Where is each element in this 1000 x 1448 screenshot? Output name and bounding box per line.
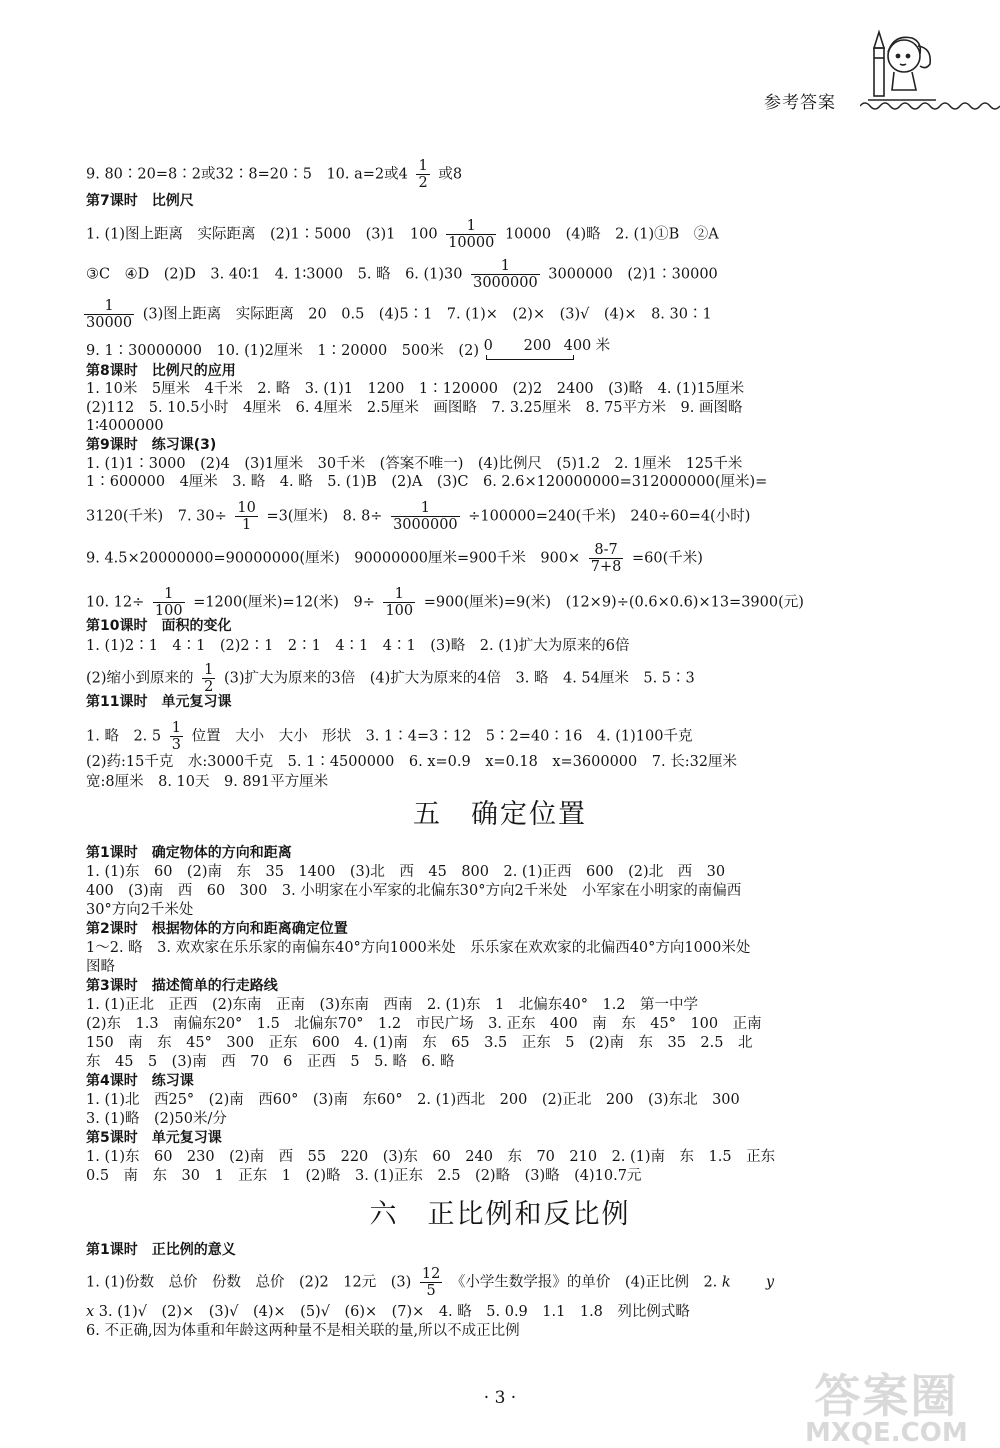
section-title: 五 确定位置 (413, 799, 587, 830)
numerator: 1 (84, 298, 134, 315)
answer-text: (2)缩小到原来的 (86, 670, 194, 687)
answer-text: 9. 1∶30000000 10. (1)2厘米 1∶20000 500米 (2) (86, 343, 479, 359)
denominator: 5 (426, 1283, 436, 1299)
header-wavy-line (860, 100, 1000, 112)
numerator: 8-7 (589, 542, 624, 559)
answer-line (86, 258, 718, 291)
fraction (471, 258, 540, 291)
scale-bar-label-200: 200 (523, 338, 552, 354)
numerator: 1 (471, 258, 540, 275)
answer-text: 3120(千米) 7. 30÷ (86, 508, 227, 525)
answer-text: 《小学生数学报》的单价 (4)正比例 2. (450, 1274, 722, 1291)
answer-line (86, 158, 462, 191)
lesson-heading: 第1课时 正比例的意义 (86, 1242, 236, 1258)
lesson-heading: 第4课时 练习课 (86, 1073, 194, 1089)
fraction (202, 662, 215, 695)
answer-line: 1. 10米 5厘米 4千米 2. 略 3. (1)1 1200 1∶120000 (2)2 2400 (3)略 4. (1)15厘米 (86, 381, 745, 397)
variable-k: k (721, 1274, 731, 1291)
lesson-heading: 第11课时 单元复习课 (86, 694, 232, 710)
answer-line: 3. (1)略 (2)50米/分 (86, 1111, 227, 1127)
denominator: 3 (171, 737, 181, 753)
watermark (805, 1369, 968, 1448)
denominator: 2 (418, 175, 428, 191)
answer-line: 1. (1)东 60 (2)南 东 35 1400 (3)北 西 45 800 2. (1)正西 600 (2)北 西 30 (86, 864, 726, 880)
section-title: 六 正比例和反比例 (369, 1199, 631, 1230)
denominator: 3000000 (393, 517, 458, 533)
denominator: 30000 (86, 315, 133, 331)
lesson-heading: 第8课时 比例尺的应用 (86, 363, 236, 379)
numerator: 1 (204, 662, 214, 678)
numerator: 1 (446, 218, 496, 235)
lesson-heading: 第7课时 比例尺 (86, 193, 194, 209)
answer-line (86, 720, 692, 753)
denominator: 100 (385, 603, 414, 619)
variable-x: x (86, 1304, 95, 1320)
answer-line: 400 (3)南 西 60 300 3. 小明家在小军家的北偏东30°方向2千米处 小军家在小明家的南偏西 (86, 883, 742, 899)
answer-line (84, 298, 712, 331)
answer-text: =60(千米) (632, 550, 703, 567)
denominator: 7+8 (590, 559, 622, 575)
denominator: 1 (241, 517, 252, 533)
fraction (235, 500, 257, 533)
answer-text: 9. 80∶20=8∶2或32∶8=20∶5 10. a=2或4 (86, 166, 408, 183)
fraction (383, 586, 415, 619)
lesson-heading: 第1课时 确定物体的方向和距离 (86, 845, 292, 861)
fraction (446, 218, 496, 251)
answer-text: 9. 4.5×20000000=90000000(厘米) 90000000厘米=900千米 900× (86, 550, 581, 567)
denominator: 100 (154, 603, 183, 619)
lesson-heading: 第2课时 根据物体的方向和距离确定位置 (86, 921, 348, 937)
scale-bar-line (486, 355, 574, 360)
fraction (589, 542, 624, 575)
numerator: 10 (237, 500, 256, 516)
scale-bar-label-0: 0 (483, 338, 493, 354)
cartoon-girl-pencil-illustration (860, 18, 940, 106)
answer-line: 0.5 南 东 30 1 正东 1 (2)略 3. (1)正东 2.5 (2)略 (3)略 (4)10.7元 (86, 1168, 642, 1184)
answer-text: 位置 大小 大小 形状 3. 1∶4=3∶12 5∶2=40∶16 4. (1)100千克 (191, 728, 693, 745)
answer-line: (2)药:15千克 水:3000千克 5. 1∶4500000 6. x=0.9 x=0.18 x=3600000 7. 长:32厘米 (86, 754, 738, 770)
answer-line: (2)112 5. 10.5小时 4厘米 6. 4厘米 2.5厘米 画图略 7. 3.25厘米 8. 75平方米 9. 画图略 (86, 400, 743, 416)
answer-text: 10000 (4)略 2. (1)①B ②A (504, 226, 719, 243)
answer-text: =1200(厘米)=12(米) 9÷ (193, 594, 375, 611)
variable-y: y (765, 1274, 775, 1291)
scale-bar (484, 340, 616, 362)
answer-text: ÷100000=240(千米) 240÷60=4(小时) (468, 508, 751, 525)
answer-text: ③C ④D (2)D 3. 40∶1 4. 1∶3000 5. 略 6. (1)30 (86, 266, 463, 283)
answer-line: 1. (1)正北 正西 (2)东南 正南 (3)东南 西南 2. (1)东 1 北偏东40° 1.2 第一中学 (86, 997, 699, 1013)
watermark-main: 答案圈 (814, 1369, 959, 1423)
answer-line: 1. (1)北 西25° (2)南 西60° (3)南 东60° 2. (1)西北 200 (2)正北 200 (3)东北 300 (86, 1092, 740, 1108)
answer-line (86, 340, 616, 362)
answer-line (86, 662, 695, 695)
answer-line (86, 542, 703, 575)
watermark-site: MXQE.COM (805, 1418, 968, 1448)
answer-line: 150 南 东 45° 300 正东 600 4. (1)南 东 65 3.5 正东 5 (2)南 东 35 2.5 北 (86, 1035, 753, 1051)
answer-text: =3(厘米) 8. 8÷ (266, 508, 383, 525)
page-number: · 3 · (483, 1388, 517, 1408)
denominator: 10000 (448, 235, 495, 251)
fraction (391, 500, 460, 533)
answer-line: 1～2. 略 3. 欢欢家在乐乐家的南偏东40°方向1000米处 乐乐家在欢欢家的北偏西40°方向1000米处 (86, 940, 751, 956)
fraction (153, 586, 185, 619)
lesson-heading: 第10课时 面积的变化 (86, 618, 232, 634)
answer-line (86, 1266, 774, 1299)
answer-text: 3000000 (2)1∶30000 (548, 266, 718, 283)
numerator: 1 (391, 500, 460, 517)
fraction (416, 158, 429, 191)
answer-line: 30°方向2千米处 (86, 902, 194, 918)
answer-text: (3)扩大为原来的3倍 (4)扩大为原来的4倍 3. 略 4. 54厘米 5. 5∶3 (224, 670, 695, 687)
answer-line: 图略 (86, 959, 115, 975)
answer-line: (2)东 1.3 南偏东20° 1.5 北偏东70° 1.2 市民广场 3. 正东 400 南 东 45° 100 正南 (86, 1016, 762, 1032)
numerator: 1 (171, 720, 181, 736)
answer-line: 6. 不正确,因为体重和年龄这两种量不是相关联的量,所以不成正比例 (86, 1323, 520, 1339)
answer-text: 10. 12÷ (86, 594, 145, 611)
scale-bar-label-400: 400 (563, 338, 592, 354)
header-label: 参考答案 (764, 93, 836, 113)
answer-line: 1∶600000 4厘米 3. 略 4. 略 5. (1)B (2)A (3)C 6. 2.6×120000000=312000000(厘米)= (86, 474, 768, 490)
fraction (420, 1266, 442, 1299)
answer-line: 1. (1)2∶1 4∶1 (2)2∶1 2∶1 4∶1 4∶1 (3)略 2. (1)扩大为原来的6倍 (86, 638, 630, 654)
lesson-heading: 第9课时 练习课(3) (86, 437, 217, 453)
numerator: 12 (421, 1266, 441, 1282)
numerator: 1 (153, 586, 185, 603)
answer-line: 东 45 5 (3)南 西 70 6 正西 5 5. 略 6. 略 (86, 1054, 455, 1070)
scale-bar-unit: 米 (595, 338, 611, 354)
answer-line: 1∶4000000 (86, 418, 164, 434)
lesson-heading: 第5课时 单元复习课 (86, 1130, 222, 1146)
denominator: 2 (204, 679, 214, 695)
numerator: 1 (418, 158, 428, 174)
answer-line: 宽:8厘米 8. 10天 9. 891平方厘米 (86, 774, 329, 790)
answer-text: (3)图上距离 实际距离 20 0.5 (4)5∶1 7. (1)× (2)× (3)√ (4)× 8. 30∶1 (142, 306, 712, 323)
answer-line: 1. (1)1∶3000 (2)4 (3)1厘米 30千米 (答案不唯一) (4)比例尺 (5)1.2 2. 1厘米 125千米 (86, 456, 743, 472)
answer-text: 或8 (438, 166, 463, 183)
answer-line (86, 218, 719, 251)
answer-text: 1. (1)图上距离 实际距离 (2)1∶5000 (3)1 100 (86, 226, 438, 243)
fraction (170, 720, 183, 753)
answer-line (86, 500, 750, 533)
answer-line (86, 586, 804, 619)
fraction (84, 298, 134, 331)
denominator: 3000000 (473, 275, 538, 291)
answer-line: 1. (1)东 60 230 (2)南 西 55 220 (3)东 60 240 东 70 210 2. (1)南 东 1.5 正东 (86, 1149, 776, 1165)
answer-text: =900(厘米)=9(米) (12×9)÷(0.6×0.6)×13=3900(元) (423, 594, 804, 611)
answer-line (86, 1302, 690, 1322)
numerator: 1 (383, 586, 415, 603)
answer-text: 3. (1)√ (2)× (3)√ (4)× (5)√ (6)× (7)× 4. 略 5. 0.9 1.1 1.8 列比例式略 (98, 1304, 690, 1320)
answer-text: 1. 略 2. 5 (86, 728, 162, 745)
answer-text: 1. (1)份数 总价 份数 总价 (2)2 12元 (3) (86, 1274, 412, 1291)
lesson-heading: 第3课时 描述简单的行走路线 (86, 978, 278, 994)
